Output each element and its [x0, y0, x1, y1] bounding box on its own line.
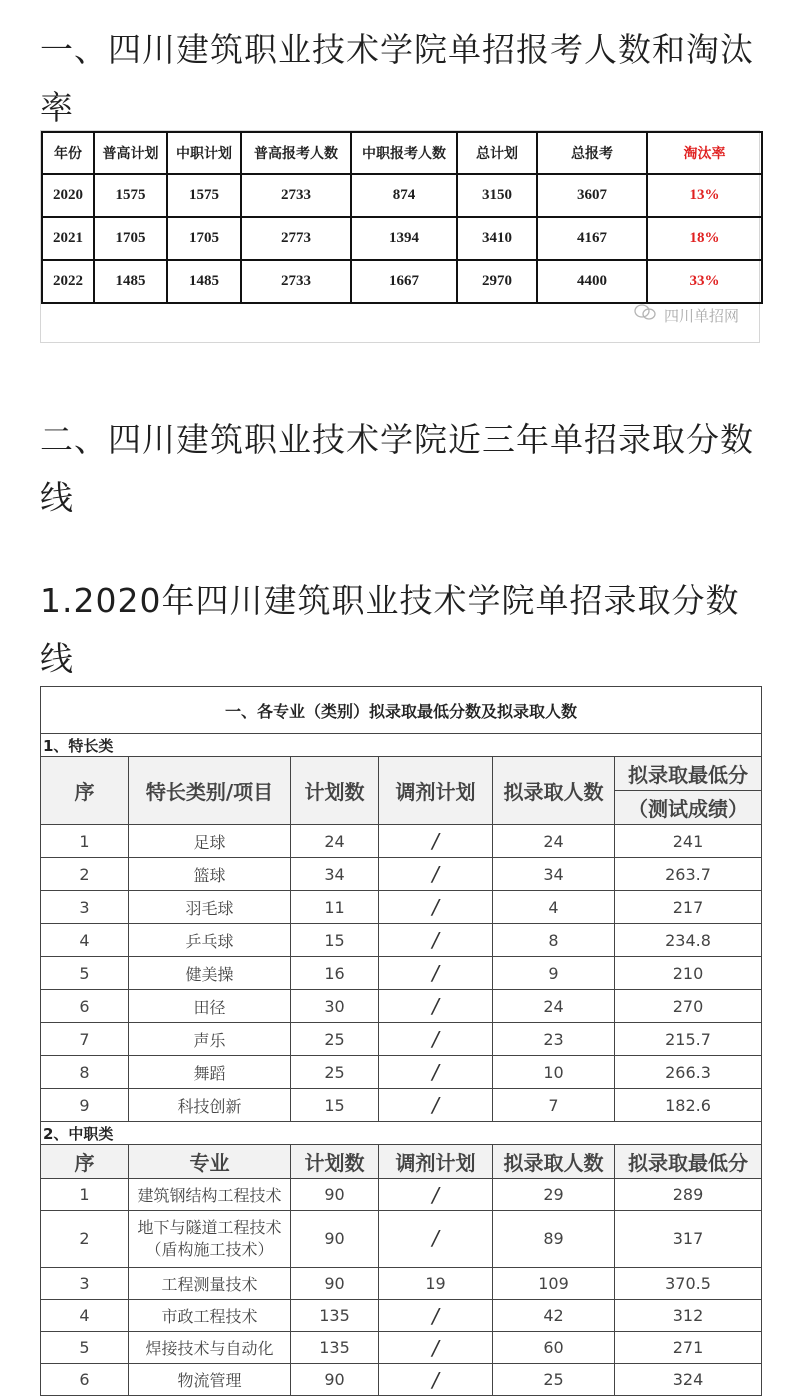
cell — [615, 891, 762, 924]
cell — [291, 891, 379, 924]
cell — [615, 1056, 762, 1089]
header-min-score-sub: （测试成绩） — [615, 791, 762, 825]
cell: 1485 — [167, 260, 241, 303]
adjust-plan-value: / — [432, 928, 439, 952]
table-row — [41, 924, 762, 957]
cell: 874 — [351, 174, 457, 217]
cell — [129, 990, 291, 1023]
cell-value: 15 — [324, 930, 345, 950]
cell — [493, 825, 615, 858]
cell — [41, 1089, 129, 1122]
adjust-plan-value: 19 — [425, 1274, 446, 1293]
cell-value: 217 — [672, 897, 704, 917]
cell — [41, 1023, 129, 1056]
cell — [291, 858, 379, 891]
cell-value: 9 — [79, 1095, 90, 1115]
cell-value: 6 — [79, 996, 90, 1016]
cell — [493, 924, 615, 957]
header-specialty-item: 特长类别/项目 — [129, 757, 291, 825]
cell-value: 11 — [324, 897, 345, 917]
adjust-plan-cell — [379, 990, 493, 1023]
wechat-icon — [634, 303, 656, 325]
adjust-plan-value: / — [432, 1335, 439, 1360]
cell — [493, 1268, 615, 1300]
cell-value: 5 — [79, 963, 90, 983]
cell-value: 24 — [324, 831, 345, 851]
cell-value: 135 — [319, 1306, 350, 1325]
cell — [129, 1364, 291, 1396]
adjust-plan-cell — [379, 1056, 493, 1089]
cell — [493, 858, 615, 891]
cell-value: 234.8 — [665, 930, 711, 950]
adjust-plan-value: / — [432, 1027, 439, 1051]
watermark-text: 四川单招网 — [663, 307, 739, 325]
cell-value: 23 — [543, 1029, 564, 1049]
cell-value: 29 — [543, 1185, 564, 1204]
table-header-row — [42, 132, 762, 174]
adjust-plan-cell — [379, 1179, 493, 1211]
table-row — [41, 1179, 762, 1211]
cell — [615, 924, 762, 957]
cell-value: 90 — [324, 1185, 345, 1204]
cell-value: 8 — [79, 1062, 90, 1082]
adjust-plan-cell — [379, 957, 493, 990]
cell — [291, 924, 379, 957]
adjust-plan-cell — [379, 1268, 493, 1300]
cell-value: 3 — [79, 897, 90, 917]
header-admit-count: 拟录取人数 — [493, 757, 615, 825]
watermark — [634, 303, 739, 326]
cell — [615, 1300, 762, 1332]
elimination-rate-cell: 33% — [647, 260, 762, 303]
cell-value: 263.7 — [665, 864, 711, 884]
cell — [493, 1023, 615, 1056]
cell-value: 270 — [672, 996, 704, 1016]
cell: 1705 — [167, 217, 241, 260]
cell-value: 15 — [324, 1095, 345, 1115]
adjust-plan-value: / — [432, 1367, 439, 1392]
cell-value: 9 — [548, 963, 559, 983]
header-index: 序 — [41, 757, 129, 825]
cell-value: 89 — [543, 1229, 564, 1248]
table-row — [41, 1023, 762, 1056]
header-plan-count: 计划数 — [291, 757, 379, 825]
cell-value: 34 — [543, 864, 564, 884]
cell-value: 24 — [543, 996, 564, 1016]
cell — [291, 1056, 379, 1089]
cell — [493, 957, 615, 990]
cell-value: 317 — [672, 1229, 704, 1248]
adjust-plan-cell — [379, 1211, 493, 1268]
cell-value: 田径 — [193, 997, 226, 1017]
cell — [493, 1332, 615, 1364]
cell — [493, 1179, 615, 1211]
cell — [129, 1056, 291, 1089]
vocational-rows — [41, 1179, 762, 1396]
cell — [615, 1211, 762, 1268]
cell — [41, 990, 129, 1023]
cell — [41, 1332, 129, 1364]
admission-score-table — [40, 686, 762, 1396]
enrollment-table — [41, 131, 763, 304]
cell-value: 市政工程技术 — [161, 1307, 258, 1326]
elimination-rate-cell: 18% — [647, 217, 762, 260]
header-vocational-applicants: 中职报考人数 — [351, 132, 457, 174]
cell-value: 90 — [324, 1370, 345, 1389]
elimination-rate-cell: 13% — [647, 174, 762, 217]
cell: 2021 — [42, 217, 94, 260]
adjust-plan-value: / — [432, 862, 439, 886]
header-min-score: 拟录取最低分 — [615, 757, 762, 791]
table-row — [41, 1056, 762, 1089]
table-row — [41, 1268, 762, 1300]
cell: 2733 — [241, 260, 351, 303]
cell-value: 34 — [324, 864, 345, 884]
cell — [41, 1364, 129, 1396]
cell-value: 1 — [79, 831, 90, 851]
cell — [41, 1211, 129, 1268]
adjust-plan-cell — [379, 1364, 493, 1396]
adjust-plan-cell — [379, 1332, 493, 1364]
table-row — [42, 174, 762, 217]
cell-value: 370.5 — [665, 1274, 711, 1293]
cell — [291, 1211, 379, 1268]
section3-heading: 1.2020年四川建筑职业技术学院单招录取分数线 — [40, 581, 740, 678]
cell — [615, 990, 762, 1023]
table-header-row — [41, 1145, 762, 1179]
cell-value: 2 — [79, 1229, 90, 1248]
cell — [493, 1089, 615, 1122]
cell — [291, 990, 379, 1023]
cell — [615, 1089, 762, 1122]
adjust-plan-cell — [379, 891, 493, 924]
table-row — [41, 891, 762, 924]
group-label-specialty: 1、特长类 — [41, 734, 762, 757]
cell — [493, 891, 615, 924]
adjust-plan-value: / — [432, 1226, 439, 1250]
header-adjust-plan: 调剂计划 — [379, 757, 493, 825]
cell-value: 241 — [672, 831, 704, 851]
cell-value: 4 — [548, 897, 559, 917]
cell-value: 42 — [543, 1306, 564, 1325]
cell: 1575 — [94, 174, 167, 217]
cell-value: 24 — [543, 831, 564, 851]
cell-value: 109 — [538, 1274, 569, 1293]
cell — [129, 1179, 291, 1211]
group-label-row — [41, 734, 762, 757]
header-admit-count: 拟录取人数 — [493, 1145, 615, 1179]
cell — [129, 1089, 291, 1122]
cell: 2733 — [241, 174, 351, 217]
adjust-plan-cell — [379, 1300, 493, 1332]
cell-value: 3 — [79, 1274, 90, 1293]
cell — [41, 1268, 129, 1300]
adjust-plan-value: / — [432, 994, 439, 1018]
adjust-plan-cell — [379, 1023, 493, 1056]
cell — [615, 1332, 762, 1364]
header-index: 序 — [41, 1145, 129, 1179]
cell — [615, 957, 762, 990]
cell-value: 6 — [79, 1370, 90, 1389]
cell — [615, 1179, 762, 1211]
cell-value: 7 — [548, 1095, 559, 1115]
cell-value: 声乐 — [193, 1030, 226, 1050]
table-row — [41, 1300, 762, 1332]
cell-value: 7 — [79, 1029, 90, 1049]
cell-value: 8 — [548, 930, 559, 950]
cell-value: 足球 — [193, 832, 226, 852]
group-label-vocational: 2、中职类 — [41, 1122, 762, 1145]
cell: 2970 — [457, 260, 537, 303]
cell — [291, 1300, 379, 1332]
cell-value: 物流管理 — [177, 1371, 242, 1390]
table-row — [42, 260, 762, 303]
table-row — [41, 1332, 762, 1364]
enrollment-table-panel — [40, 130, 760, 343]
cell-value: 25 — [324, 1029, 345, 1049]
cell — [615, 825, 762, 858]
adjust-plan-value: / — [432, 961, 439, 985]
header-total-plan: 总计划 — [457, 132, 537, 174]
cell-value: 2 — [79, 864, 90, 884]
cell — [291, 1179, 379, 1211]
cell-value: 1 — [79, 1185, 90, 1204]
group-label-row — [41, 1122, 762, 1145]
cell-value: 健美操 — [185, 964, 234, 984]
cell — [41, 891, 129, 924]
table-row — [41, 825, 762, 858]
table-row — [41, 1211, 762, 1268]
cell — [129, 1332, 291, 1364]
cell-value: 266.3 — [665, 1062, 711, 1082]
cell — [129, 1211, 291, 1268]
cell — [129, 924, 291, 957]
table-row — [41, 990, 762, 1023]
adjust-plan-cell — [379, 924, 493, 957]
cell-value: 25 — [543, 1370, 564, 1389]
cell: 4400 — [537, 260, 647, 303]
table-row — [41, 957, 762, 990]
cell-value: 289 — [672, 1185, 704, 1204]
cell: 1667 — [351, 260, 457, 303]
header-total-applicants: 总报考 — [537, 132, 647, 174]
table-row — [41, 1089, 762, 1122]
cell — [41, 1056, 129, 1089]
adjust-plan-value: / — [432, 1182, 439, 1207]
cell — [291, 825, 379, 858]
cell-value: 乒乓球 — [185, 931, 234, 951]
cell-value: 10 — [543, 1062, 564, 1082]
cell — [129, 1300, 291, 1332]
cell — [129, 858, 291, 891]
cell-value: 4 — [79, 1306, 90, 1325]
cell-value: 科技创新 — [177, 1096, 242, 1116]
cell — [493, 1056, 615, 1089]
cell — [41, 1179, 129, 1211]
section1-heading: 一、四川建筑职业技术学院单招报考人数和淘汰率 — [40, 30, 754, 127]
adjust-plan-value: / — [432, 895, 439, 919]
cell — [41, 957, 129, 990]
cell: 2773 — [241, 217, 351, 260]
adjust-plan-cell — [379, 1089, 493, 1122]
cell: 3410 — [457, 217, 537, 260]
cell — [129, 891, 291, 924]
header-major: 专业 — [129, 1145, 291, 1179]
cell — [129, 1023, 291, 1056]
cell-value: 312 — [672, 1306, 704, 1325]
header-general-plan: 普高计划 — [94, 132, 167, 174]
cell — [615, 858, 762, 891]
cell-value: 25 — [324, 1062, 345, 1082]
cell-value: 90 — [324, 1274, 345, 1293]
cell-value: 4 — [79, 930, 90, 950]
cell — [493, 990, 615, 1023]
cell-value: 215.7 — [665, 1029, 711, 1049]
cell: 1575 — [167, 174, 241, 217]
specialty-rows — [41, 825, 762, 1122]
cell-value: 182.6 — [665, 1095, 711, 1115]
table-row — [42, 217, 762, 260]
cell — [493, 1300, 615, 1332]
cell: 4167 — [537, 217, 647, 260]
cell — [41, 924, 129, 957]
cell-value: 建筑钢结构工程技术 — [137, 1186, 282, 1205]
adjust-plan-cell — [379, 858, 493, 891]
cell: 1705 — [94, 217, 167, 260]
cell — [291, 957, 379, 990]
header-year: 年份 — [42, 132, 94, 174]
header-min-score: 拟录取最低分 — [615, 1145, 762, 1179]
header-plan-count: 计划数 — [291, 1145, 379, 1179]
cell-value: 60 — [543, 1338, 564, 1357]
cell — [291, 1023, 379, 1056]
cell — [291, 1089, 379, 1122]
cell — [615, 1023, 762, 1056]
cell — [291, 1268, 379, 1300]
cell: 3150 — [457, 174, 537, 217]
cell-value: 5 — [79, 1338, 90, 1357]
cell-value: 324 — [672, 1370, 704, 1389]
table-row — [41, 858, 762, 891]
cell-value: 焊接技术与自动化 — [145, 1339, 274, 1358]
major-name: 地下与隧道工程技术 — [137, 1218, 282, 1237]
cell-value: 舞蹈 — [193, 1063, 226, 1083]
cell-value: 271 — [672, 1338, 704, 1357]
cell — [129, 825, 291, 858]
cell — [41, 1300, 129, 1332]
adjust-plan-cell — [379, 825, 493, 858]
cell — [493, 1364, 615, 1396]
table-title-row — [41, 687, 762, 734]
cell — [291, 1364, 379, 1396]
cell — [615, 1364, 762, 1396]
adjust-plan-value: / — [432, 1093, 439, 1117]
section2-heading: 二、四川建筑职业技术学院近三年单招录取分数线 — [40, 420, 754, 517]
header-general-applicants: 普高报考人数 — [241, 132, 351, 174]
major-subname: （盾构施工技术） — [145, 1240, 274, 1259]
table-header-row — [41, 757, 762, 791]
cell-value: 16 — [324, 963, 345, 983]
cell-value: 135 — [319, 1338, 350, 1357]
cell — [291, 1332, 379, 1364]
cell-value: 30 — [324, 996, 345, 1016]
header-vocational-plan: 中职计划 — [167, 132, 241, 174]
cell-value: 工程测量技术 — [161, 1275, 258, 1294]
cell — [493, 1211, 615, 1268]
adjust-plan-value: / — [432, 1060, 439, 1084]
table-row — [41, 1364, 762, 1396]
cell-value: 210 — [672, 963, 704, 983]
table-title: 一、各专业（类别）拟录取最低分数及拟录取人数 — [41, 687, 762, 734]
cell-value: 篮球 — [193, 865, 226, 885]
cell: 2020 — [42, 174, 94, 217]
cell: 2022 — [42, 260, 94, 303]
adjust-plan-value: / — [432, 1303, 439, 1328]
header-elimination-rate: 淘汰率 — [647, 132, 762, 174]
cell: 1394 — [351, 217, 457, 260]
cell — [41, 858, 129, 891]
cell — [615, 1268, 762, 1300]
cell-value: 90 — [324, 1229, 345, 1248]
cell — [129, 1268, 291, 1300]
cell: 1485 — [94, 260, 167, 303]
cell: 3607 — [537, 174, 647, 217]
adjust-plan-value: / — [432, 829, 439, 853]
cell — [129, 957, 291, 990]
cell — [41, 825, 129, 858]
cell-value: 羽毛球 — [185, 898, 234, 918]
header-adjust-plan: 调剂计划 — [379, 1145, 493, 1179]
